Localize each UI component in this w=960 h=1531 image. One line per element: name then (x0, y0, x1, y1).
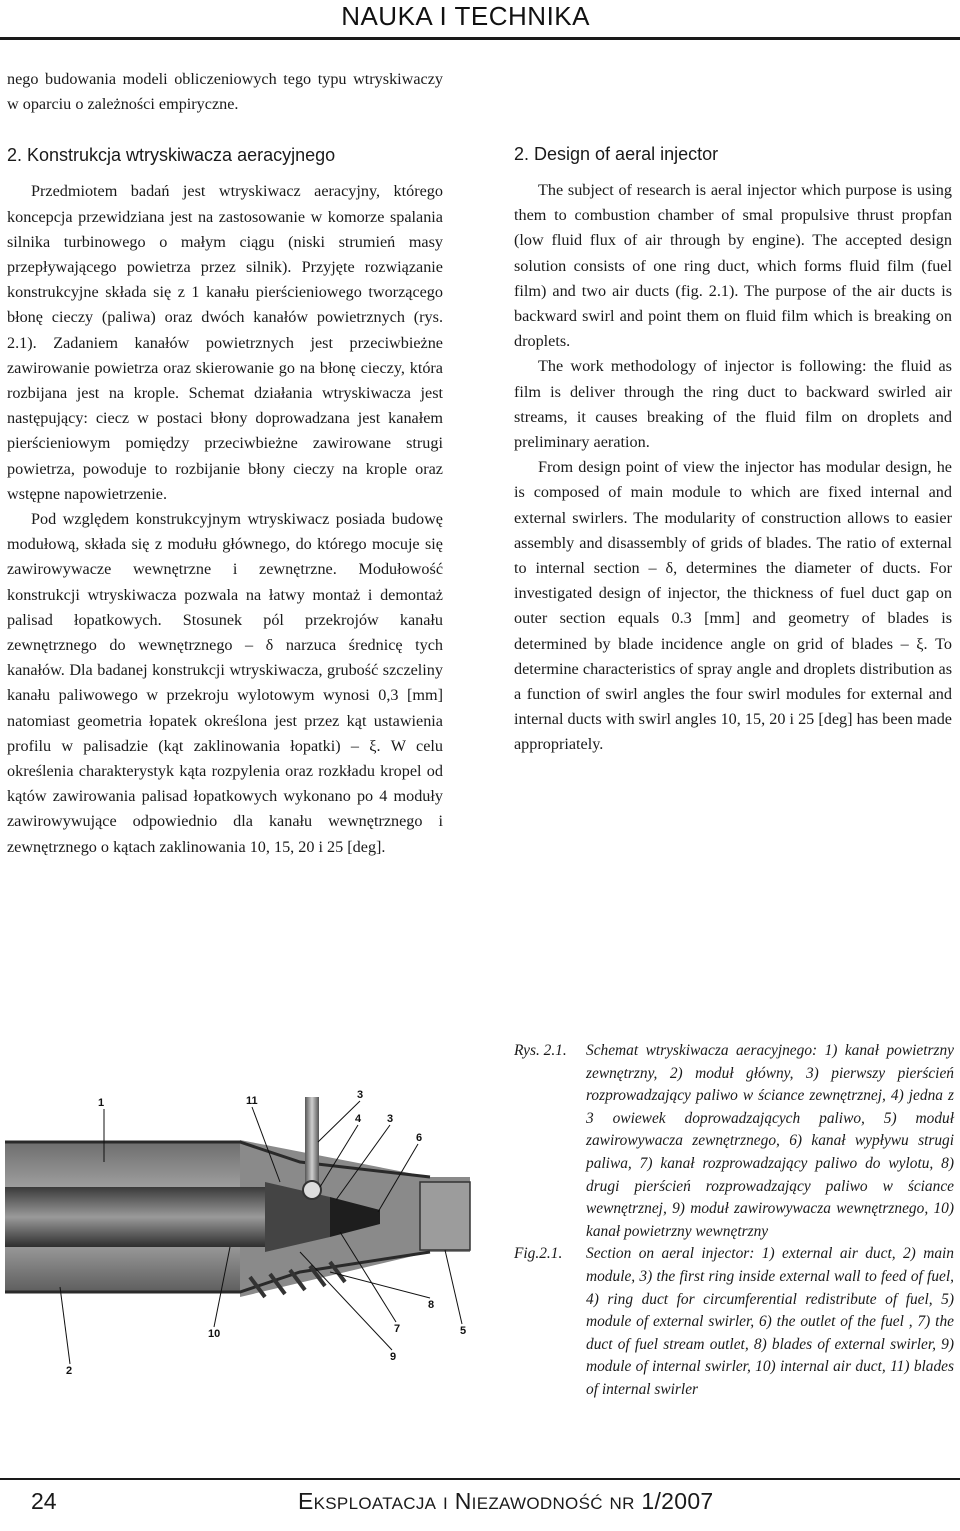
header-rule (0, 37, 960, 40)
journal-name (298, 1488, 714, 1515)
figure-caption (514, 1040, 954, 1402)
label-7: 7 (394, 1323, 401, 1335)
label-4: 4 (355, 1113, 362, 1125)
inner-air-duct (5, 1187, 265, 1247)
english-column (514, 142, 952, 758)
journal-section-title: NAUKA I TECHNIKA (341, 1, 590, 31)
caption-polish (514, 1040, 954, 1243)
label-9: 9 (390, 1351, 397, 1363)
label-11: 11 (246, 1095, 258, 1107)
injector-cross-section-figure (0, 1082, 480, 1412)
journal-nr: NR (609, 1494, 635, 1513)
journal-part-2: IEZAWODNOŚĆ (471, 1494, 603, 1513)
page-number: 24 (31, 1488, 57, 1514)
paragraph-en-2: The work methodology of injector is following: the fluid as film is deliver through the ring duct to backward swirled air streams, it causes breaking of the fluid film on droplets and preliminary aeration. (514, 357, 952, 452)
section-heading-pl: 2. Konstrukcja wtryskiwacza aeracyjnego (7, 145, 336, 166)
footer-rule (0, 1478, 960, 1480)
label-2: 2 (66, 1365, 73, 1377)
fuel-feed-pipe (305, 1097, 319, 1189)
caption-english (514, 1243, 954, 1401)
section-heading-en: 2. Design of aeral injector (514, 144, 719, 164)
paragraph-en-3: From design point of view the injector has modular design, he is composed of main module to which are fixed internal and external swirlers. The modularity of construction allows to easier assembly and disassembly of grids of blades. The ratio of external to internal section – δ, determines the diameter of ducts. For investigated design of injector, the thickness of fuel duct gap on outer section equals 0.3 [mm] and geometry of blades is determined by blade incidence angle on grid of blades – ξ. To determine characteristics of spray angle and droplets distribution as a function of swirl angles the four swirl modules for external and internal ducts with swirl angles 10, 15, 20 i 25 [deg] has been made appropriately. (514, 458, 952, 754)
polish-column (7, 67, 443, 860)
label-8: 8 (428, 1299, 435, 1311)
journal-i: I (443, 1494, 449, 1513)
paragraph-pl-1: Przedmiotem badań jest wtryskiwacz aeracyjny, którego koncepcja przewidziana jest na zastosowanie w komorze spalania silnika turbinowego o małym ciągu (niski strumień masy przepływającego powietrza przez silnik). Przyjęte rozwiązanie konstrukcyjne składa się z 1 kanału pierścieniowego tworzącego błonę cieczy (paliwa) oraz dwóch kanałów powietrznych (rys. 2.1). Zadaniem kanałów powietrznych jest przeciwbieżne zawirowanie powietrza oraz skierowanie go na błonę cieczy, która rozbijana jest na krople. Schemat działania wtryskiwacza jest następujący: ciecz w postaci błony doprowadzana jest kanałem pierścieniowym pomiędzy przeciwbieżne zawirowane strugi powietrza, powoduje to rozbijanie błony cieczy na krople oraz wstępne napowietrzenie. (7, 182, 443, 503)
journal-part-1: KSPLOATACJA (313, 1494, 437, 1513)
caption-text-pl: Schemat wtryskiwacza aeracyjnego: 1) kanał powietrzny zewnętrzny, 2) moduł główny, 3) pierwszy pierścień rozprowadzający paliwo w ściance zewnętrznej, 4) jedna z 3 owiewek doprowadzających paliwo, 5) moduł zawirowywacza zewnętrznego, 6) kanał wypływu strugi paliwa, 7) kanał rozprowadzający paliwo do wylotu, 8) drugi pierścień rozprowadzający paliwo w ściance wewnętrznej, 9) moduł zawirowywacza wewnętrznego, 10) kanał powietrzny wewnętrzny (586, 1042, 954, 1240)
caption-tag-en: Fig.2.1. (514, 1245, 563, 1263)
label-1: 1 (98, 1097, 105, 1109)
injector-drawing (5, 1097, 470, 1297)
journal-n: N (454, 1488, 472, 1514)
journal-e: E (298, 1488, 314, 1514)
label-3a: 3 (357, 1089, 364, 1101)
intro-paragraph: nego budowania modeli obliczeniowych tego typu wtryskiwaczy w oparciu o zależności empiryczne. (7, 70, 443, 114)
fuel-ring (303, 1181, 321, 1199)
label-6: 6 (416, 1132, 423, 1144)
label-3b: 3 (387, 1113, 394, 1125)
caption-tag-pl: Rys. 2.1. (514, 1042, 567, 1059)
label-5: 5 (460, 1325, 467, 1337)
paragraph-en-1: The subject of research is aeral injector which purpose is using them to combustion chamber of smal propulsive thrust propfan (low fluid flux of air through by engine). The accepted design solution consists of one ring duct, which forms fluid film (fuel film) and two air ducts (fig. 2.1). The purpose of the air ducts is backward swirl and point them on fluid film which is breaking on droplets. (514, 181, 952, 351)
flange (420, 1182, 470, 1250)
paragraph-pl-2: Pod względem konstrukcyjnym wtryskiwacz posiada budowę modułową, składa się z modułu głównego, do którego mocuje się zawirowywacze wewnętrzne i zewnętrzne. Modułowość konstrukcji wtryskiwacza pozwala na łatwy montaż i demontaż palisad łopatkowych. Stosunek pól przekrojów kanału zewnętrznego do wewnętrznego – δ narzuca średnicę tych kanałów. Dla badanej konstrukcji wtryskiwacza, grubość szczeliny kanału paliwowego w przekroju wylotowym wynosi 0,3 [mm] natomiast geometria łopatek określona jest przez kąt ustawienia profilu w palisadzie (kąt zaklinowania łopatki) – ξ. W celu określenia charakterystyk kąta rozpylenia oraz rozkładu kropel od kątów zawirowania palisad łopatkowych wykonano po 4 moduły zawirowywujące odpowiednio dla kanału wewnętrznego i zewnętrznego o kątach zaklinowania 10, 15, 20 i 25 [deg]. (7, 510, 443, 856)
journal-issue: 1/2007 (641, 1488, 714, 1514)
caption-text-en: Section on aeral injector: 1) external air duct, 2) main module, 3) the first ring inside external wall to feed of fuel, 4) ring duct for circumferential redistribute of fuel, 5) module of external swirler, 6) the outlet of the fuel , 7) the duct of fuel stream outlet, 8) blades of external swirler, 9) module of internal swirler, 10) internal air duct, 11) blades of internal swirler (586, 1245, 954, 1398)
label-10: 10 (208, 1328, 221, 1340)
